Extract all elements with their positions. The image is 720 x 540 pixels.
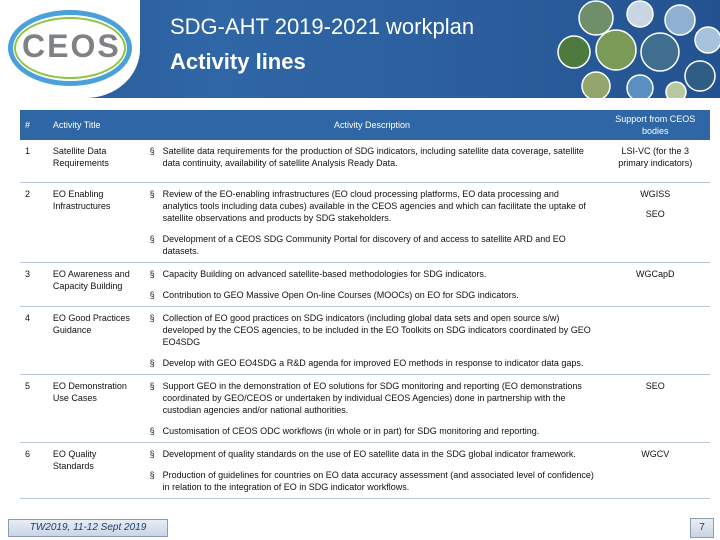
bullet-icon: § (149, 234, 155, 244)
list-item: § Review of the EO-enabling infrastructures (EO cloud processing platforms, EO data processing and analytics tools including data cubes) available in the CEOS agencies and which can facilitate the uptake of satellite observations and products by SDG stakeholders. (149, 189, 586, 223)
row-number: 4 (20, 307, 48, 375)
event-footer: TW2019, 11-12 Sept 2019 (8, 519, 168, 537)
header-banner (0, 0, 720, 98)
header-activity-description: Activity Description (144, 110, 601, 140)
support-label: WGCV (641, 449, 670, 459)
earth-collage-image (556, 0, 720, 98)
row-description (144, 140, 601, 183)
table-row (20, 183, 710, 263)
bullet-icon: § (149, 290, 155, 300)
table-header-row (20, 110, 710, 140)
row-number: 6 (20, 443, 48, 499)
page-number: 7 (690, 518, 714, 538)
ceos-logo (0, 0, 140, 98)
row-support (600, 375, 710, 443)
table-row (20, 263, 710, 307)
row-title: EO Enabling Infrastructures (48, 183, 144, 263)
bullet-icon: § (149, 269, 155, 279)
bullet-icon: § (149, 189, 155, 199)
row-title: EO Awareness and Capacity Building (48, 263, 144, 307)
row-number: 1 (20, 140, 48, 183)
table-row (20, 375, 710, 443)
header-activity-title: Activity Title (48, 110, 144, 140)
bullet-icon: § (149, 381, 155, 391)
support-label: WGISS (640, 189, 671, 199)
row-support (600, 307, 710, 375)
row-description (144, 307, 601, 375)
activity-table (20, 110, 710, 499)
table-row (20, 307, 710, 375)
list-item: § Satellite data requirements for the production of SDG indicators, including satellite data coverage, satellite data continuity, availability of satellite Analysis Ready Data. (149, 146, 584, 168)
bullet-icon: § (149, 426, 155, 436)
list-item: § Development of a CEOS SDG Community Portal for discovery of and access to satellite ARD and EO datasets. (149, 234, 566, 256)
row-description (144, 263, 601, 307)
bullet-icon: § (149, 313, 155, 323)
row-title: EO Quality Standards (48, 443, 144, 499)
header-support: Support from CEOS bodies (600, 110, 710, 140)
list-item: § Support GEO in the demonstration of EO solutions for SDG monitoring and reporting (EO demonstrations coordinated by GEO/CEOS or undertaken by individual CEOS Agencies) done in partnership with the custodian agencies and/or national authorities. (149, 381, 582, 415)
row-title: EO Demonstration Use Cases (48, 375, 144, 443)
row-number: 5 (20, 375, 48, 443)
list-item: § Production of guidelines for countries on EO data accuracy assessment (and associated level of confidence) in relation to the integration of EO in SDG indicator workflows. (149, 470, 594, 492)
list-item: § Develop with GEO EO4SDG a R&D agenda for improved EO methods in response to indicator data gaps. (149, 358, 584, 368)
row-support (600, 183, 710, 263)
list-item: § Contribution to GEO Massive Open On-line Courses (MOOCs) on EO for SDG indicators. (149, 290, 519, 300)
support-label: WGCapD (635, 269, 675, 279)
support-label: SEO (645, 381, 665, 391)
bullet-icon: § (149, 146, 155, 156)
logo-text: CEOS (22, 28, 121, 64)
list-item: § Collection of EO good practices on SDG indicators (including global data sets and open source s/w) developed by the CEOS agencies, to be included in the EO Toolkits on SDG indicators coordinated by GEO EO4SDG (149, 313, 591, 347)
header-number: # (20, 110, 48, 140)
row-support (600, 140, 710, 183)
page-title: SDG-AHT 2019-2021 workplan (170, 14, 475, 39)
row-number: 2 (20, 183, 48, 263)
support-label: LSI-VC (for the 3 primary indicators) (618, 146, 693, 168)
row-description (144, 443, 601, 499)
list-item: § Capacity Building on advanced satellite-based methodologies for SDG indicators. (149, 269, 487, 279)
row-support (600, 263, 710, 307)
bullet-icon: § (149, 358, 155, 368)
list-item: § Customisation of CEOS ODC workflows (in whole or in part) for SDG monitoring and reporting. (149, 426, 540, 436)
table-row (20, 140, 710, 183)
list-item: § Development of quality standards on the use of EO satellite data in the SDG global indicator framework. (149, 449, 576, 459)
page-subtitle: Activity lines (170, 49, 306, 74)
bullet-icon: § (149, 449, 155, 459)
row-number: 3 (20, 263, 48, 307)
support-label: SEO (645, 209, 665, 219)
row-description (144, 183, 601, 263)
bullet-icon: § (149, 470, 155, 480)
row-description (144, 375, 601, 443)
row-title: EO Good Practices Guidance (48, 307, 144, 375)
table-row (20, 443, 710, 499)
row-support (600, 443, 710, 499)
row-title: Satellite Data Requirements (48, 140, 144, 183)
